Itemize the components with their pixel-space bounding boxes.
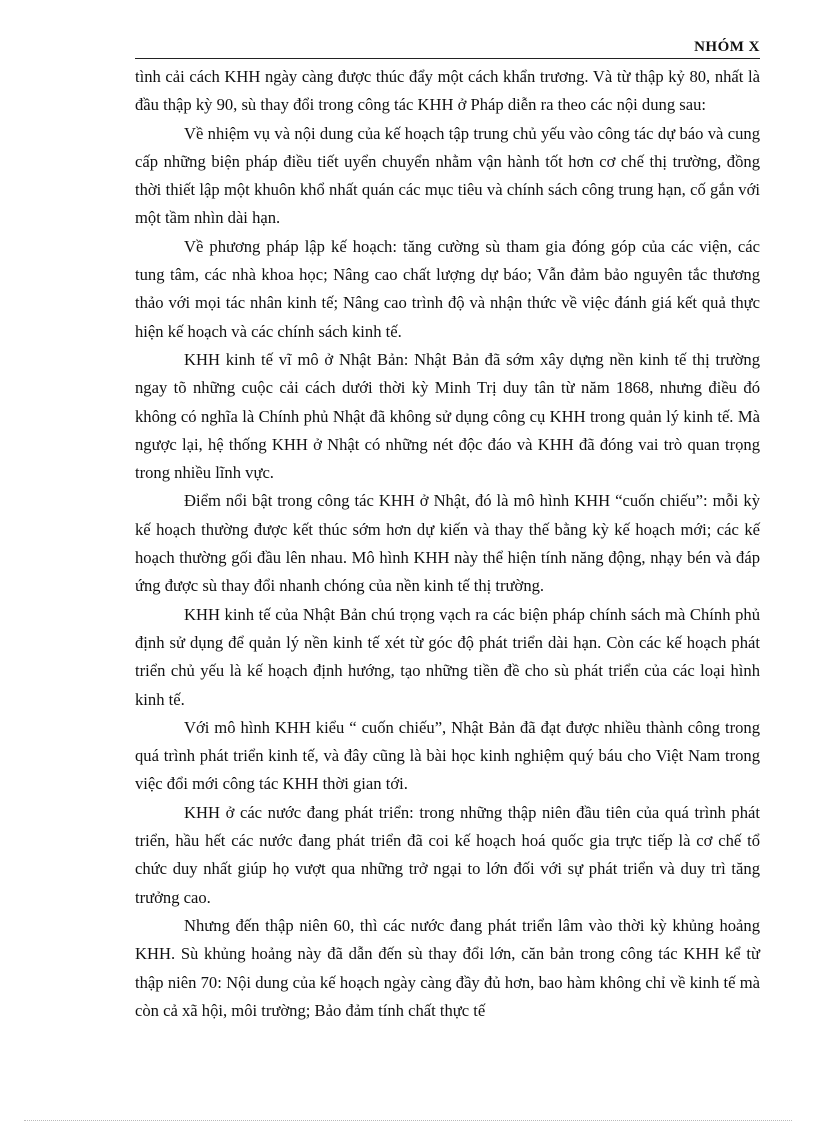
page-header xyxy=(135,38,760,59)
paragraph: Về nhiệm vụ và nội dung của kế hoạch tập trung chủ yếu vào công tác dự báo và cung cấp những biện pháp điều tiết uyển chuyển nhằm vận hành tốt hơn cơ chế thị trường, đồng thời thiết lập một khuôn khổ nhất quán các mục tiêu và chính sách công trung hạn, cố gắn với một tầm nhìn dài hạn. xyxy=(135,123,760,228)
paragraph: Điểm nổi bật trong công tác KHH ở Nhật, đó là mô hình KHH “cuốn chiếu”: mỗi kỳ kế hoạch thường được kết thúc sớm hơn dự kiến và thay thế bằng kỳ kế hoạch mới; các kế hoạch thường gối đầu lên nhau. Mô hình KHH này thể hiện tính năng động, nhạy bén và đáp ứng được sù thay đổi nhanh chóng của nền kinh tế thị trường. xyxy=(135,491,760,596)
paragraph: KHH kinh tế vĩ mô ở Nhật Bản: Nhật Bản đã sớm xây dựng nền kinh tế thị trường ngay tõ những cuộc cải cách dưới thời kỳ Minh Trị duy tân từ năm 1868, nhưng điều đó không có nghĩa là Chính phủ Nhật đã không sử dụng công cụ KHH trong quản lý kinh tế. Mà ngược lại, hệ thống KHH ở Nhật có những nét độc đáo và KHH đã đóng vai trò quan trọng trong nhiều lĩnh vực. xyxy=(135,349,760,483)
header-group-label: NHÓM X xyxy=(694,39,760,55)
paragraph: KHH ở các nước đang phát triển: trong những thập niên đầu tiên của quá trình phát triển, hầu hết các nước đang phát triển đã coi kế hoạch hoá quốc gia trực tiếp là cơ chế tổ chức duy nhất giúp họ vượt qua những trở ngại to lớn đối với sự phát triển và duy trì tăng trưởng cao. xyxy=(135,802,760,907)
paragraph: Nhưng đến thập niên 60, thì các nước đang phát triển lâm vào thời kỳ khủng hoảng KHH. Sù khủng hoảng này đã dẫn đến sù thay đổi lớn, căn bản trong công tác KHH kể từ thập niên 70: Nội dung của kế hoạch ngày càng đầy đủ hơn, bao hàm không chỉ về kinh tế mà còn cả xã hội, môi trường; Bảo đảm tính chất thực tế xyxy=(135,915,760,1020)
paragraph: Với mô hình KHH kiểu “ cuốn chiếu”, Nhật Bản đã đạt được nhiều thành công trong quá trình phát triển kinh tế, và đây cũng là bài học kinh nghiệm quý báu cho Việt Nam trong việc đổi mới công tác KHH thời gian tới. xyxy=(135,717,760,794)
paragraph-continuation: tình cải cách KHH ngày càng được thúc đẩy một cách khẩn trương. Và từ thập kỷ 80, nhất là đầu thập kỳ 90, sù thay đổi trong công tác KHH ở Pháp diễn ra theo các nội dung sau: xyxy=(135,67,760,115)
page-bottom-divider xyxy=(24,1120,792,1121)
paragraph: KHH kinh tế của Nhật Bản chú trọng vạch ra các biện pháp chính sách mà Chính phủ định sử dụng để quản lý nền kinh tế xét từ góc độ phát triển dài hạn. Còn các kế hoạch phát triển chủ yếu là kế hoạch định hướng, tạo những tiền đề cho sù phát triển của các loại hình kinh tế. xyxy=(135,604,760,709)
document-body xyxy=(135,63,760,1025)
paragraph: Về phương pháp lập kế hoạch: tăng cường sù tham gia đóng góp của các viện, các tung tâm, các nhà khoa học; Nâng cao chất lượng dự báo; Vẫn đảm bảo nguyên tắc thương thảo với mọi tác nhân kinh tế; Nâng cao trình độ và nhận thức về việc đánh giá kết quả thực hiện kế hoạch và các chính sách kinh tế. xyxy=(135,236,760,341)
